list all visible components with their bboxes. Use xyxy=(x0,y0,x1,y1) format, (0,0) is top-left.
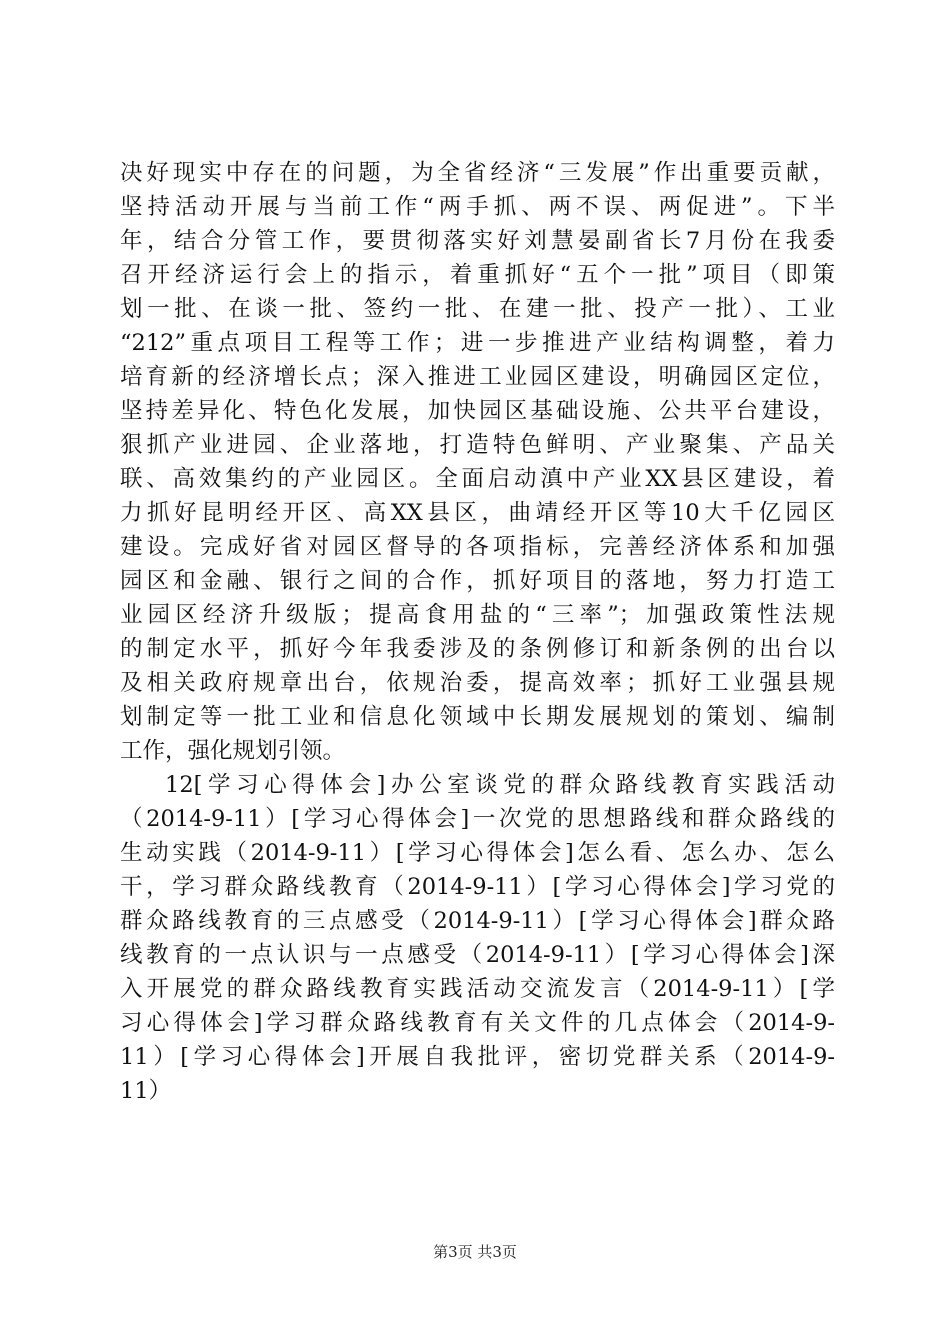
text-line: 工作，强化规划引领。 xyxy=(120,738,346,764)
text-line: 联、高效集约的产业园区。全面启动滇中产业XX县区建设，着 xyxy=(120,466,835,492)
text-line: 力抓好昆明经开区、高XX县区，曲靖经开区等10大千亿园区 xyxy=(120,500,835,526)
text-line: 11） xyxy=(120,1078,172,1104)
paragraph-work-plan xyxy=(120,156,835,768)
text-line: 坚持差异化、特色化发展，加快园区基础设施、公共平台建设， xyxy=(120,398,835,424)
text-line: 群众路线教育的三点感受（2014-9-11）[学习心得体会]群众路 xyxy=(120,908,835,934)
page-footer: 第3页 共3页 xyxy=(433,1243,517,1261)
text-line: 11）[学习心得体会]开展自我批评，密切党群关系（2014-9- xyxy=(120,1044,835,1070)
text-line: 年，结合分管工作，要贯彻落实好刘慧晏副省长7月份在我委 xyxy=(120,228,835,254)
text-line: 线教育的一点认识与一点感受（2014-9-11）[学习心得体会]深 xyxy=(120,942,835,968)
text-line: 及相关政府规章出台，依规治委，提高效率；抓好工业强县规 xyxy=(120,670,835,696)
text-line: 坚持活动开展与当前工作“两手抓、两不误、两促进”。下半 xyxy=(120,194,835,220)
text-line: 决好现实中存在的问题，为全省经济“三发展”作出重要贡献， xyxy=(120,160,835,186)
document-body xyxy=(120,156,835,1108)
paragraph-related-articles xyxy=(120,768,835,1108)
text-line: 生动实践（2014-9-11）[学习心得体会]怎么看、怎么办、怎么 xyxy=(120,840,835,866)
text-line: 建设。完成好省对园区督导的各项指标，完善经济体系和加强 xyxy=(120,534,835,560)
text-line: 划一批、在谈一批、签约一批、在建一批、投产一批）、工业 xyxy=(120,296,835,322)
text-line: 召开经济运行会上的指示，着重抓好“五个一批”项目（即策 xyxy=(120,262,835,288)
text-line: 业园区经济升级版；提高食用盐的“三率”；加强政策性法规 xyxy=(120,602,835,628)
text-line: 园区和金融、银行之间的合作，抓好项目的落地，努力打造工 xyxy=(120,568,835,594)
text-line: 干，学习群众路线教育（2014-9-11）[学习心得体会]学习党的 xyxy=(120,874,835,900)
text-line: 划制定等一批工业和信息化领域中长期发展规划的策划、编制 xyxy=(120,704,835,730)
text-line: 培育新的经济增长点；深入推进工业园区建设，明确园区定位， xyxy=(120,364,835,390)
text-line: （2014-9-11）[学习心得体会]一次党的思想路线和群众路线的 xyxy=(120,806,835,832)
text-line: 习心得体会]学习群众路线教育有关文件的几点体会（2014-9- xyxy=(120,1010,835,1036)
text-line: 狠抓产业进园、企业落地，打造特色鲜明、产业聚集、产品关 xyxy=(120,432,835,458)
text-line: “212”重点项目工程等工作；进一步推进产业结构调整，着力 xyxy=(120,330,835,356)
text-line: 12[学习心得体会]办公室谈党的群众路线教育实践活动 xyxy=(165,772,835,798)
text-line: 入开展党的群众路线教育实践活动交流发言（2014-9-11）[学 xyxy=(120,976,835,1002)
text-line: 的制定水平，抓好今年我委涉及的条例修订和新条例的出台以 xyxy=(120,636,835,662)
